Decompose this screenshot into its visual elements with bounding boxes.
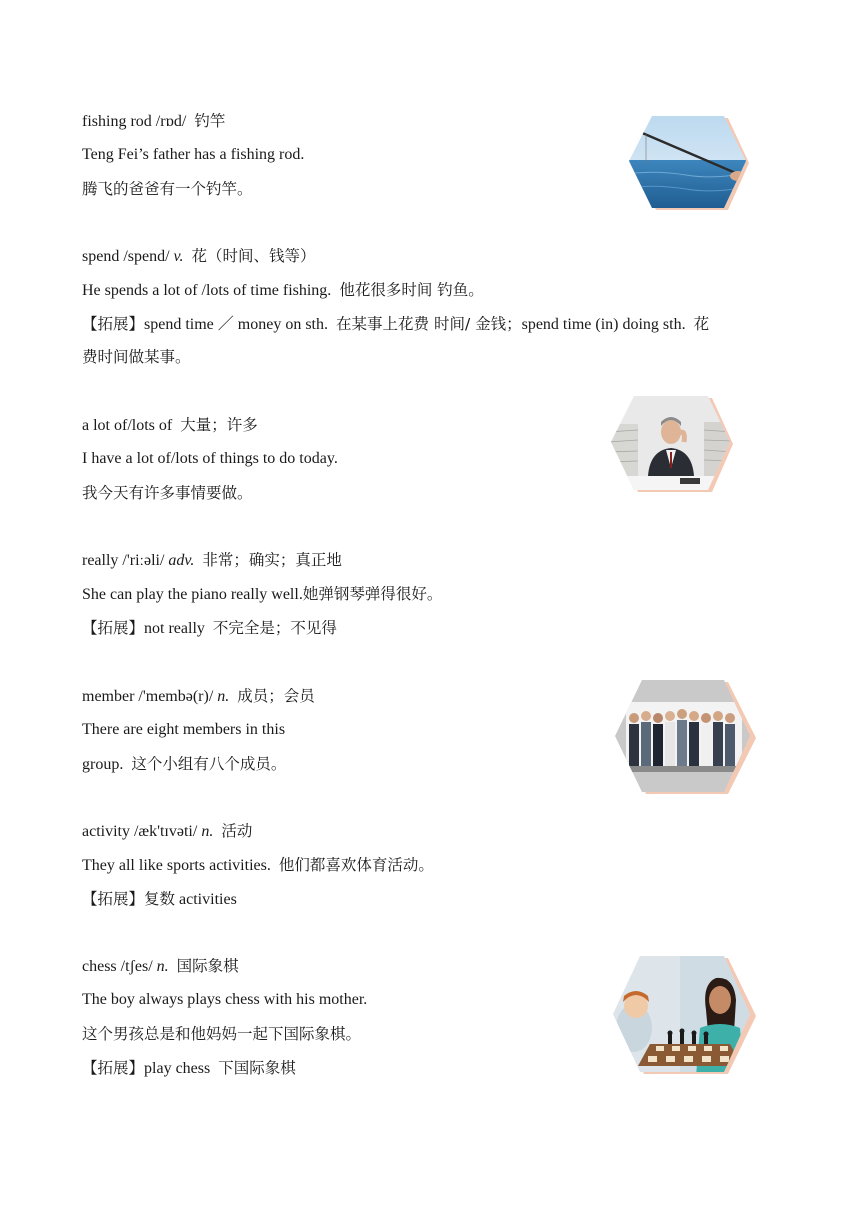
- entry-a-lot-of-head: a lot of/lots of 大量；许多: [82, 416, 258, 434]
- fishing-rod-image: [626, 114, 750, 212]
- entry-fishing-rod-head: fishing rod /rɒd/ 钓竿: [82, 112, 226, 130]
- entry-member-head: member /'membə(r)/ n. 成员；会员: [82, 687, 315, 705]
- entry-a-lot-of-example: I have a lot of/lots of things to do today.: [82, 450, 338, 467]
- entry-really-head: really /'riːəli/ adv. 非常；确实；真正地: [82, 551, 342, 569]
- entry-spend-example: He spends a lot of /lots of time fishing. 他花很多时间 钓鱼。: [82, 281, 484, 299]
- entry-fishing-rod-translation: 腾飞的爸爸有一个钓竿。: [82, 180, 253, 198]
- entry-activity-extension: 【拓展】复数 activities: [82, 890, 237, 908]
- entry-really-extension: 【拓展】not really 不完全是；不见得: [82, 619, 337, 637]
- entry-member-example: There are eight members in this: [82, 721, 286, 738]
- stressed-worker-image: [608, 394, 734, 494]
- entry-chess-translation: 这个男孩总是和他妈妈一起下国际象棋。: [82, 1025, 362, 1043]
- team-members-image: [612, 678, 758, 796]
- entry-spend-extension-line2: 费时间做某事。: [82, 348, 191, 366]
- entry-chess-extension: 【拓展】play chess 下国际象棋: [82, 1059, 296, 1077]
- entry-chess-head: chess /tʃes/ n. 国际象棋: [82, 957, 239, 975]
- entry-spend-extension: 【拓展】spend time ／ money on sth. 在某事上花费 时间/ 金钱；spend time (in) doing sth. 花: [82, 315, 710, 333]
- entry-really-example: She can play the piano really well.她弹钢琴弹得很好。: [82, 585, 443, 603]
- entry-activity-example: They all like sports activities. 他们都喜欢体育活动。: [82, 856, 434, 874]
- entry-a-lot-of-translation: 我今天有许多事情要做。: [82, 484, 253, 502]
- chess-players-image: [610, 954, 760, 1076]
- entry-member-example-line2: group. 这个小组有八个成员。: [82, 755, 287, 773]
- entry-activity-head: activity /æk'tɪvəti/ n. 活动: [82, 822, 253, 840]
- entry-spend-head: spend /spend/ v. 花（时间、钱等）: [82, 247, 316, 265]
- entry-chess-example: The boy always plays chess with his mother.: [82, 991, 368, 1008]
- entry-fishing-rod-example: Teng Fei’s father has a fishing rod.: [82, 146, 305, 163]
